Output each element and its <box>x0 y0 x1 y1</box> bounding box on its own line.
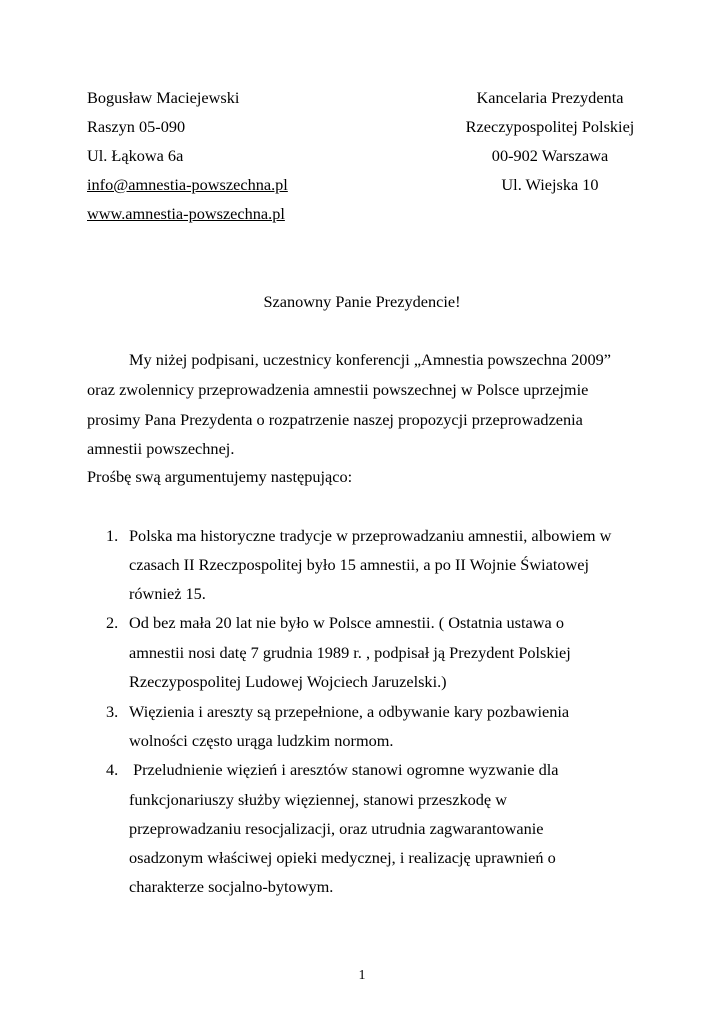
list-item-number: 1. <box>106 526 119 545</box>
sender-website-link[interactable]: www.amnestia-powszechna.pl <box>87 204 285 223</box>
intro-line-5: Prośbę swą argumentujemy następująco: <box>87 467 353 486</box>
sender-name: Bogusław Maciejewski <box>87 88 240 107</box>
list-item-line: charakterze socjalno-bytowym. <box>129 877 334 896</box>
list-item-line: Przeludnienie więzień i aresztów stanowi ogromne wyzwanie dla <box>129 760 559 779</box>
list-item-line: przeprowadzaniu resocjalizacji, oraz utrudnia zagwarantowanie <box>129 819 544 838</box>
recipient-line-1: Kancelaria Prezydenta <box>476 88 624 107</box>
list-item-line: również 15. <box>129 584 206 603</box>
list-item-line: Rzeczypospolitej Ludowej Wojciech Jaruzelski.) <box>129 672 447 691</box>
sender-city: Raszyn 05-090 <box>87 117 186 136</box>
list-item-line: amnestii nosi datę 7 grudnia 1989 r. , podpisał ją Prezydent Polskiej <box>129 643 571 662</box>
salutation: Szanowny Panie Prezydencie! <box>263 292 461 311</box>
list-item-line: czasach II Rzeczpospolitej było 15 amnestii, a po II Wojnie Światowej <box>129 555 590 574</box>
intro-line-1: My niżej podpisani, uczestnicy konferencji „Amnestia powszechna 2009” <box>129 350 611 369</box>
list-item-line: Polska ma historyczne tradycje w przeprowadzaniu amnestii, albowiem w <box>129 526 612 545</box>
list-item-line: wolności często urąga ludzkim normom. <box>129 731 394 750</box>
sender-email-link[interactable]: info@amnestia-powszechna.pl <box>87 175 288 194</box>
recipient-line-3: 00-902 Warszawa <box>491 146 609 165</box>
intro-line-2: oraz zwolennicy przeprowadzenia amnestii powszechnej w Polsce uprzejmie <box>87 380 589 399</box>
list-item-line: Więzienia i areszty są przepełnione, a odbywanie kary pozbawienia <box>129 702 570 721</box>
list-item-number: 2. <box>106 613 119 632</box>
list-item-line: Od bez mała 20 lat nie było w Polsce amnestii. ( Ostatnia ustawa o <box>129 613 564 632</box>
recipient-line-4: Ul. Wiejska 10 <box>501 175 599 194</box>
list-item-line: osadzonym właściwej opieki medycznej, i realizację uprawnień o <box>129 848 556 867</box>
list-item-number: 3. <box>106 702 119 721</box>
sender-street: Ul. Łąkowa 6a <box>87 146 184 165</box>
intro-line-4: amnestii powszechnej. <box>87 439 235 458</box>
list-item-line: funkcjonariuszy służby więziennej, stanowi przeszkodę w <box>129 790 507 809</box>
intro-line-3: prosimy Pana Prezydenta o rozpatrzenie naszej propozycji przeprowadzenia <box>87 410 583 429</box>
page-number: 1 <box>358 968 366 983</box>
list-item-number: 4. <box>106 760 119 779</box>
recipient-line-2: Rzeczypospolitej Polskiej <box>465 117 635 136</box>
